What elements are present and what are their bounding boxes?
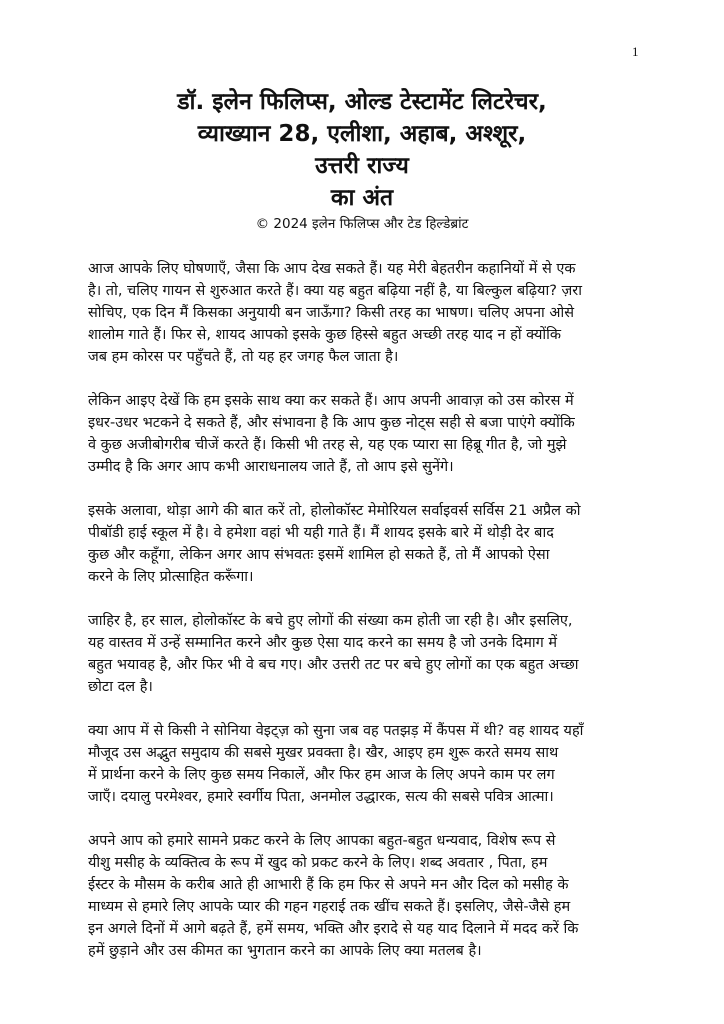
paragraph-line: पीबॉडी हाई स्कूल में है। वे हमेशा वहां भी यही गाते हैं। मैं शायद इसके बारे में थोड़ी देर बाद bbox=[88, 525, 554, 541]
paragraph-line: जाहिर है, हर साल, होलोकॉस्ट के बचे हुए लोगों की संख्या कम होती जा रही है। और इसलिए, bbox=[88, 613, 573, 629]
paragraph bbox=[88, 720, 648, 808]
title-line: उत्तरी राज्य bbox=[315, 153, 409, 179]
title-line: का अंत bbox=[330, 185, 394, 211]
paragraph-line: यह वास्तव में उन्हें सम्मानित करने और कुछ ऐसा याद करने का समय है जो उनके दिमाग में bbox=[88, 635, 558, 651]
paragraph bbox=[88, 500, 648, 588]
document-title bbox=[0, 86, 724, 234]
paragraph-line: कुछ और कहूँगा, लेकिन अगर आप संभवतः इसमें शामिल हो सकते हैं, तो मैं आपको ऐसा bbox=[88, 547, 550, 563]
document-body bbox=[88, 258, 648, 984]
paragraph-line: इन अगले दिनों में आगे बढ़ते हैं, हमें समय, भक्ति और इरादे से यह याद दिलाने में मदद करें कि bbox=[88, 921, 579, 937]
paragraph bbox=[88, 610, 648, 698]
paragraph-line: वे कुछ अजीबोगरीब चीजें करते हैं। किसी भी तरह से, यह एक प्यारा सा हिब्रू गीत है, जो मुझे bbox=[88, 437, 567, 453]
paragraph-line: शालोम गाते हैं। फिर से, शायद आपको इसके कुछ हिस्से बहुत अच्छी तरह याद न हों क्योंकि bbox=[88, 327, 561, 343]
copyright-notice: © 2024 इलेन फिलिप्स और टेड हिल्डेब्रांट bbox=[255, 216, 469, 232]
paragraph bbox=[88, 830, 648, 962]
paragraph-line: में प्रार्थना करने के लिए कुछ समय निकालें, और फिर हम आज के लिए अपने काम पर लग bbox=[88, 767, 555, 783]
paragraph-line: जाएँ। दयालु परमेश्वर, हमारे स्वर्गीय पिता, अनमोल उद्धारक, सत्य की सबसे पवित्र आत्मा। bbox=[88, 789, 554, 805]
paragraph-line: लेकिन आइए देखें कि हम इसके साथ क्या कर सकते हैं। आप अपनी आवाज़ को उस कोरस में bbox=[88, 393, 574, 409]
title-line: व्याख्यान 28, एलीशा, अहाब, अश्शूर, bbox=[197, 121, 527, 147]
title-line: डॉ. इलेन फिलिप्स, ओल्ड टेस्टामेंट लिटरेचर, bbox=[177, 89, 547, 115]
paragraph-line: करने के लिए प्रोत्साहित करूँगा। bbox=[88, 569, 254, 585]
paragraph-line: हमें छुड़ाने और उस कीमत का भुगतान करने का आपके लिए क्या मतलब है। bbox=[88, 943, 482, 959]
paragraph-line: उम्मीद है कि अगर आप कभी आराधनालय जाते हैं, तो आप इसे सुनेंगे। bbox=[88, 459, 454, 475]
paragraph-line: सोचिए, एक दिन मैं किसका अनुयायी बन जाऊँगा? किसी तरह का भाषण। चलिए अपना ओसे bbox=[88, 305, 574, 321]
page-number: 1 bbox=[632, 44, 639, 59]
paragraph-line: है। तो, चलिए गायन से शुरुआत करते हैं। क्या यह बहुत बढ़िया नहीं है, या बिल्कुल बढ़िया? ज़रा bbox=[88, 283, 582, 299]
paragraph bbox=[88, 390, 648, 478]
paragraph-line: क्या आप में से किसी ने सोनिया वेइट्ज़ को सुना जब वह पतझड़ में कैंपस में थी? वह शायद यहाँ bbox=[88, 723, 584, 739]
paragraph-line: ईस्टर के मौसम के करीब आते ही आभारी हैं कि हम फिर से अपने मन और दिल को मसीह के bbox=[88, 877, 569, 893]
paragraph-line: बहुत भयावह है, और फिर भी वे बच गए। और उत्तरी तट पर बचे हुए लोगों का एक बहुत अच्छा bbox=[88, 657, 579, 673]
paragraph-line: जब हम कोरस पर पहुँचते हैं, तो यह हर जगह फैल जाता है। bbox=[88, 349, 399, 365]
paragraph-line: छोटा दल है। bbox=[88, 679, 153, 695]
paragraph-line: अपने आप को हमारे सामने प्रकट करने के लिए आपका बहुत-बहुत धन्यवाद, विशेष रूप से bbox=[88, 833, 556, 849]
paragraph-line: इसके अलावा, थोड़ा आगे की बात करें तो, होलोकॉस्ट मेमोरियल सर्वाइवर्स सर्विस 21 अप्रैल को bbox=[88, 503, 581, 519]
paragraph-line: इधर-उधर भटकने दे सकते हैं, और संभावना है कि आप कुछ नोट्स सही से बजा पाएंगे क्योंकि bbox=[88, 415, 575, 431]
paragraph bbox=[88, 258, 648, 368]
paragraph-line: माध्यम से हमारे लिए आपके प्यार की गहन गहराई तक खींच सकते हैं। इसलिए, जैसे-जैसे हम bbox=[88, 899, 571, 915]
paragraph-line: मौजूद उस अद्भुत समुदाय की सबसे मुखर प्रवक्ता है। खैर, आइए हम शुरू करते समय साथ bbox=[88, 745, 559, 761]
paragraph-line: यीशु मसीह के व्यक्तित्व के रूप में खुद को प्रकट करने के लिए। शब्द अवतार , पिता, हम bbox=[88, 855, 548, 871]
paragraph-line: आज आपके लिए घोषणाएँ, जैसा कि आप देख सकते हैं। यह मेरी बेहतरीन कहानियों में से एक bbox=[88, 261, 576, 277]
